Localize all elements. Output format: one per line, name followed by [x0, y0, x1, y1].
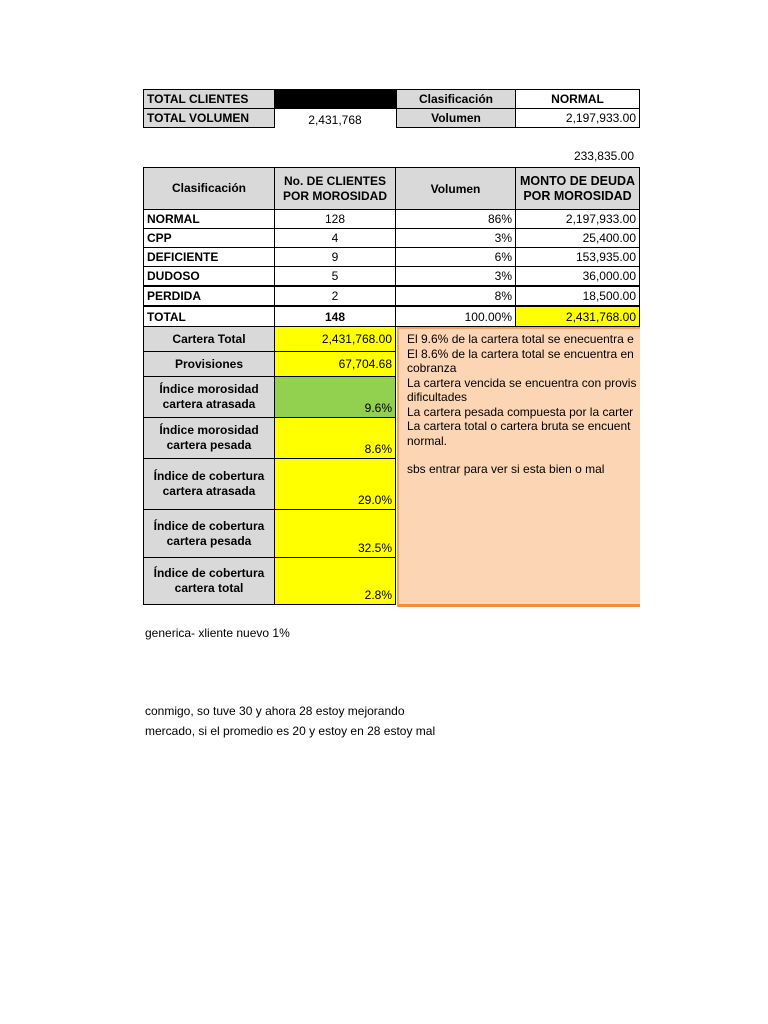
footer-line-1: generica- xliente nuevo 1% — [145, 626, 290, 640]
header-volumen: Volumen — [395, 167, 516, 210]
indicator-provisiones-value: 67,704.68 — [274, 351, 396, 377]
row-volumen: 3% — [395, 266, 516, 286]
footer-line-3: mercado, si el promedio es 20 y estoy en 28 estoy mal — [145, 724, 436, 738]
indicator-cartera-total-label: Cartera Total — [143, 326, 275, 352]
indicator-morosidad-pesada-value: 8.6% — [274, 417, 396, 459]
row-monto: 36,000.00 — [515, 266, 640, 286]
total-clientes-value — [274, 89, 396, 109]
header-clasificacion: Clasificación — [143, 167, 275, 210]
header-monto: MONTO DE DEUDA POR MOROSIDAD — [515, 167, 640, 210]
row-volumen: 3% — [395, 228, 516, 248]
row-monto: 25,400.00 — [515, 228, 640, 248]
note-line: sbs entrar para ver si esta bien o mal — [407, 462, 605, 476]
indicator-cobertura-atrasada-value: 29.0% — [274, 458, 396, 510]
note-line: normal. — [407, 433, 448, 448]
total-monto: 2,431,768.00 — [515, 306, 640, 327]
row-volumen: 6% — [395, 247, 516, 267]
total-volumen-value: 2,431,768 — [308, 113, 362, 127]
row-monto: 153,935.00 — [515, 247, 640, 267]
row-clientes: 4 — [274, 228, 396, 248]
indicator-cobertura-atrasada-label: Índice de cobertura cartera atrasada — [143, 458, 275, 510]
header-clientes: No. DE CLIENTES POR MOROSIDAD — [274, 167, 396, 210]
indicator-cobertura-total-value: 2.8% — [274, 557, 396, 605]
total-clientes-label: TOTAL CLIENTES — [143, 89, 275, 109]
indicator-cobertura-pesada-label: Índice de cobertura cartera pesada — [143, 509, 275, 558]
note-line: La cartera pesada compuesta por la carter — [407, 404, 634, 419]
total-volumen: 100.00% — [395, 306, 516, 327]
indicator-provisiones-label: Provisiones — [143, 351, 275, 377]
row-clasificacion: PERDIDA — [143, 286, 275, 306]
row-monto: 18,500.00 — [515, 286, 640, 306]
row-clasificacion: CPP — [143, 228, 275, 248]
row-volumen: 86% — [395, 209, 516, 229]
note-line: El 8.6% de la cartera total se encuentra en — [407, 346, 634, 361]
indicator-morosidad-atrasada-label: Índice morosidad cartera atrasada — [143, 376, 275, 418]
note-line: El 9.6% de la cartera total se enecuentra e — [407, 332, 634, 346]
clasificacion-label: Clasificación — [396, 89, 516, 109]
note-line — [407, 448, 640, 462]
row-clasificacion: NORMAL — [143, 209, 275, 229]
extra-value: 233,835.00 — [573, 149, 634, 163]
row-clasificacion: DEFICIENTE — [143, 247, 275, 267]
indicator-morosidad-atrasada-value: 9.6% — [274, 376, 396, 418]
row-volumen: 8% — [395, 286, 516, 306]
total-volumen-label: TOTAL VOLUMEN — [143, 108, 275, 128]
indicator-cobertura-pesada-value: 32.5% — [274, 509, 396, 558]
total-clientes: 148 — [274, 306, 396, 327]
indicator-morosidad-pesada-label: Índice morosidad cartera pesada — [143, 417, 275, 459]
row-monto: 2,197,933.00 — [515, 209, 640, 229]
row-clientes: 5 — [274, 266, 396, 286]
note-line: La cartera vencida se encuentra con provis — [407, 375, 637, 390]
clasificacion-value: NORMAL — [515, 89, 640, 109]
note-line: cobranza — [407, 361, 457, 375]
row-clientes: 2 — [274, 286, 396, 306]
note-line: La cartera total o cartera bruta se encuent — [407, 419, 631, 433]
footer-line-2: conmigo, so tuve 30 y ahora 28 estoy mejorando — [145, 704, 405, 718]
total-clasificacion: TOTAL — [143, 306, 275, 327]
volumen-value: 2,197,933.00 — [515, 108, 640, 128]
note-line: dificultades — [407, 390, 468, 404]
indicator-cobertura-total-label: Índice de cobertura cartera total — [143, 557, 275, 605]
row-clientes: 9 — [274, 247, 396, 267]
row-clasificacion: DUDOSO — [143, 266, 275, 286]
row-clientes: 128 — [274, 209, 396, 229]
volumen-label: Volumen — [396, 108, 516, 128]
indicator-cartera-total-value: 2,431,768.00 — [274, 326, 396, 352]
comment-note — [397, 327, 640, 607]
